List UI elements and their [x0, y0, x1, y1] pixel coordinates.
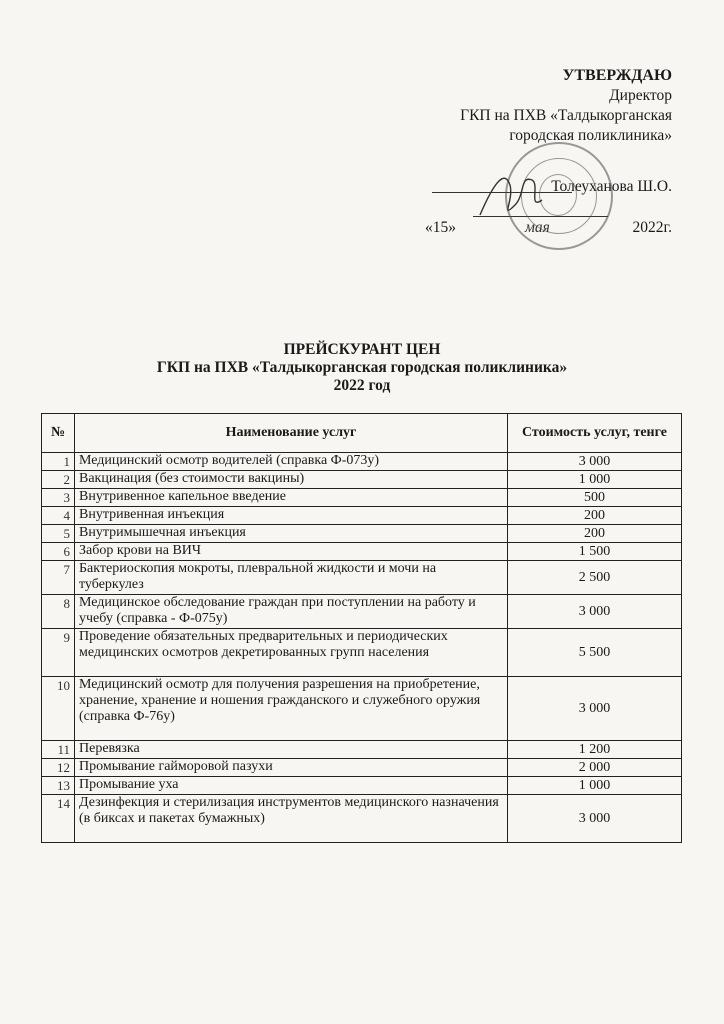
- service-name: Внутривенная инъекция: [75, 507, 508, 525]
- header-price: Стоимость услуг, тенге: [508, 414, 682, 453]
- row-number: 7: [42, 561, 75, 595]
- table-row: [42, 471, 682, 489]
- title-line2: ГКП на ПХВ «Талдыкорганская городская поликлиника»: [156, 359, 568, 376]
- service-name: Проведение обязательных предварительных и периодических медицинских осмотров декретированных групп населения: [75, 629, 508, 677]
- service-price: 2 500: [508, 561, 682, 595]
- service-price: 3 000: [508, 595, 682, 629]
- row-number: 2: [42, 471, 75, 489]
- table-row: [42, 525, 682, 543]
- row-number: 5: [42, 525, 75, 543]
- service-price: 500: [508, 489, 682, 507]
- row-number: 13: [42, 777, 75, 795]
- table-row: [42, 741, 682, 759]
- date-year: 2022г.: [632, 219, 672, 236]
- service-price: 1 000: [508, 471, 682, 489]
- approval-position: Директор: [609, 87, 672, 104]
- header-name: Наименование услуг: [75, 414, 508, 453]
- table-row: [42, 777, 682, 795]
- row-number: 3: [42, 489, 75, 507]
- service-price: 5 500: [508, 629, 682, 677]
- table-row: [42, 543, 682, 561]
- title-line3: 2022 год: [333, 377, 391, 394]
- service-name: Промывание гайморовой пазухи: [75, 759, 508, 777]
- service-price: 2 000: [508, 759, 682, 777]
- row-number: 6: [42, 543, 75, 561]
- handwritten-signature: [470, 160, 550, 230]
- service-name: Медицинское обследование граждан при поступлении на работу и учебу (справка - Ф-075у): [75, 595, 508, 629]
- service-price: 1 200: [508, 741, 682, 759]
- service-name: Дезинфекция и стерилизация инструментов медицинского назначения (в биксах и пакетах бумажных): [75, 795, 508, 843]
- row-number: 1: [42, 453, 75, 471]
- title-line1: ПРЕЙСКУРАНТ ЦЕН: [283, 341, 441, 358]
- signatory-name: Толеуханова Ш.О.: [551, 178, 672, 195]
- service-price: 3 000: [508, 795, 682, 843]
- service-name: Медицинский осмотр для получения разрешения на приобретение, хранение, хранение и ношения гражданского и служебного оружия (справка Ф-76у): [75, 677, 508, 741]
- row-number: 8: [42, 595, 75, 629]
- table-row: [42, 629, 682, 677]
- service-price: 200: [508, 525, 682, 543]
- service-price: 1 500: [508, 543, 682, 561]
- service-name: Вакцинация (без стоимости вакцины): [75, 471, 508, 489]
- price-table: [41, 413, 682, 843]
- header-num: №: [42, 414, 75, 453]
- document-title: [0, 341, 724, 395]
- service-name: Забор крови на ВИЧ: [75, 543, 508, 561]
- table-row: [42, 677, 682, 741]
- table-row: [42, 489, 682, 507]
- table-row: [42, 795, 682, 843]
- approval-block: [460, 66, 672, 146]
- table-row: [42, 595, 682, 629]
- row-number: 11: [42, 741, 75, 759]
- table-header-row: [42, 414, 682, 453]
- row-number: 14: [42, 795, 75, 843]
- service-name: Внутримышечная инъекция: [75, 525, 508, 543]
- date-day: «15»: [425, 219, 456, 236]
- approval-org-line2: городская поликлиника»: [509, 127, 672, 144]
- approval-org-line1: ГКП на ПХВ «Талдыкорганская: [460, 107, 672, 124]
- table-row: [42, 759, 682, 777]
- approval-heading: УТВЕРЖДАЮ: [562, 67, 672, 84]
- date-month: мая: [525, 219, 550, 236]
- service-price: 3 000: [508, 677, 682, 741]
- row-number: 4: [42, 507, 75, 525]
- row-number: 12: [42, 759, 75, 777]
- service-price: 3 000: [508, 453, 682, 471]
- service-name: Внутривенное капельное введение: [75, 489, 508, 507]
- service-price: 200: [508, 507, 682, 525]
- table-row: [42, 561, 682, 595]
- service-name: Медицинский осмотр водителей (справка Ф-073у): [75, 453, 508, 471]
- service-name: Промывание уха: [75, 777, 508, 795]
- service-name: Перевязка: [75, 741, 508, 759]
- service-name: Бактериоскопия мокроты, плевральной жидкости и мочи на туберкулез: [75, 561, 508, 595]
- row-number: 9: [42, 629, 75, 677]
- table-row: [42, 453, 682, 471]
- table-row: [42, 507, 682, 525]
- row-number: 10: [42, 677, 75, 741]
- service-price: 1 000: [508, 777, 682, 795]
